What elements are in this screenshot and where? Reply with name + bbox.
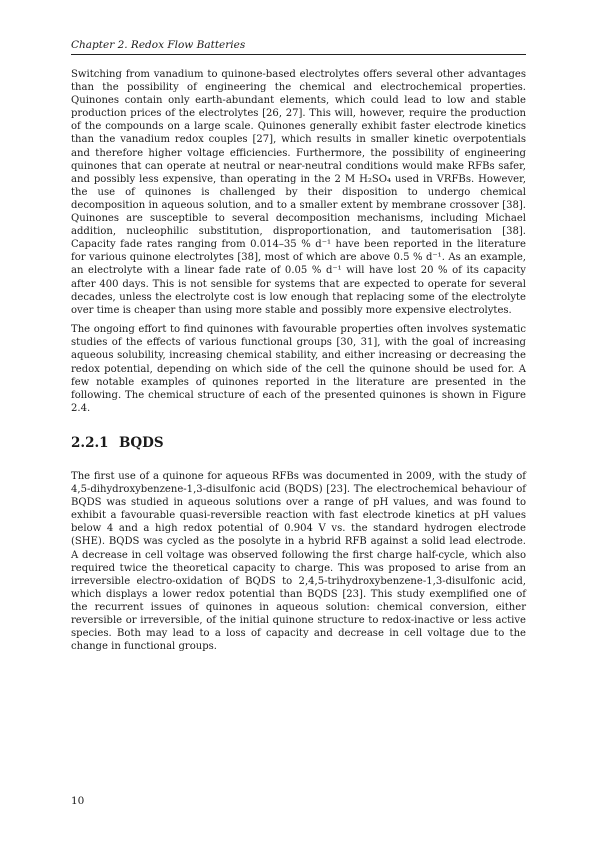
section-number: 2.2.1 [71,434,109,451]
page-number: 10 [71,795,85,807]
paragraph-quinone-advantages: Switching from vanadium to quinone-based electrolytes offers several other advantages than the possibility of engineering the chemical and electrochemical properties. Quinones contain only earth-abundant elements, which could lead to low and stable production prices of the electrolytes [26, 27]. This will, however, require the production of the compounds on a large scale. Quinones generally exhibit faster electrode kinetics than the vanadium redox couples [27], which results in smaller kinetic overpotentials and therefore higher voltage efficiencies. Furthermore, the possibility of engineering quinones that can operate at neutral or near-neutral conditions would make RFBs safer, and possibly less expensive, than operating in the 2 M H₂SO₄ used in VRFBs. However, the use of quinones is challenged by their disposition to undergo chemical decomposition in aqueous solution, and to a smaller extent by membrane crossover [38]. Quinones are susceptible to several decomposition mechanisms, including Michael addition, nucleophilic substitution, disproportionation, and tautomerisation [38]. Capacity fade rates ranging from 0.014–35 % d⁻¹ have been reported in the literature for various quinone electrolytes [38], most of which are above 0.5 % d⁻¹. As an example, an electrolyte with a linear fade rate of 0.05 % d⁻¹ will have lost 20 % of its capacity after 400 days. This is not sensible for systems that are expected to operate for several decades, unless the electrolyte cost is low enough that replacing some of the electrolyte over time is cheaper than using more stable and possibly more expensive electrolytes. [71,69,526,316]
body-text [71,68,526,660]
section-heading [71,435,526,451]
paragraph-functional-groups: The ongoing effort to find quinones with favourable properties often involves systematic studies of the effects of various functional groups [30, 31], with the goal of increasing aqueous solubility, increasing chemical stability, and either increasing or decreasing the redox potential, depending on which side of the cell the quinone should be used for. A few notable examples of quinones reported in the literature are presented in the following. The chemical structure of each of the presented quinones is shown in Figure 2.4. [71,324,526,414]
section-title: BQDS [119,434,164,451]
paragraph-bqds: The first use of a quinone for aqueous RFBs was documented in 2009, with the study of 4,5-dihydroxybenzene-1,3-disulfonic acid (BQDS) [23]. The electrochemical behaviour of BQDS was studied in aqueous solutions over a range of pH values, and was found to exhibit a favourable quasi-reversible reaction with fast electrode kinetics at pH values below 4 and a high redox potential of 0.904 V vs. the standard hydrogen electrode (SHE). BQDS was cycled as the posolyte in a hybrid RFB against a solid lead electrode. A decrease in cell voltage was observed following the first charge half-cycle, which also required twice the theoretical capacity to charge. This was proposed to arise from an irreversible electro-oxidation of BQDS to 2,4,5-trihydroxybenzene-1,3-disulfonic acid, which displays a lower redox potential than BQDS [23]. This study exemplified one of the recurrent issues of quinones in aqueous solution: chemical conversion, either reversible or irreversible, of the initial quinone structure to redox-inactive or less active species. Both may lead to a loss of capacity and decrease in cell voltage due to the change in functional groups. [71,470,526,653]
running-header: Chapter 2. Redox Flow Batteries [71,38,526,55]
